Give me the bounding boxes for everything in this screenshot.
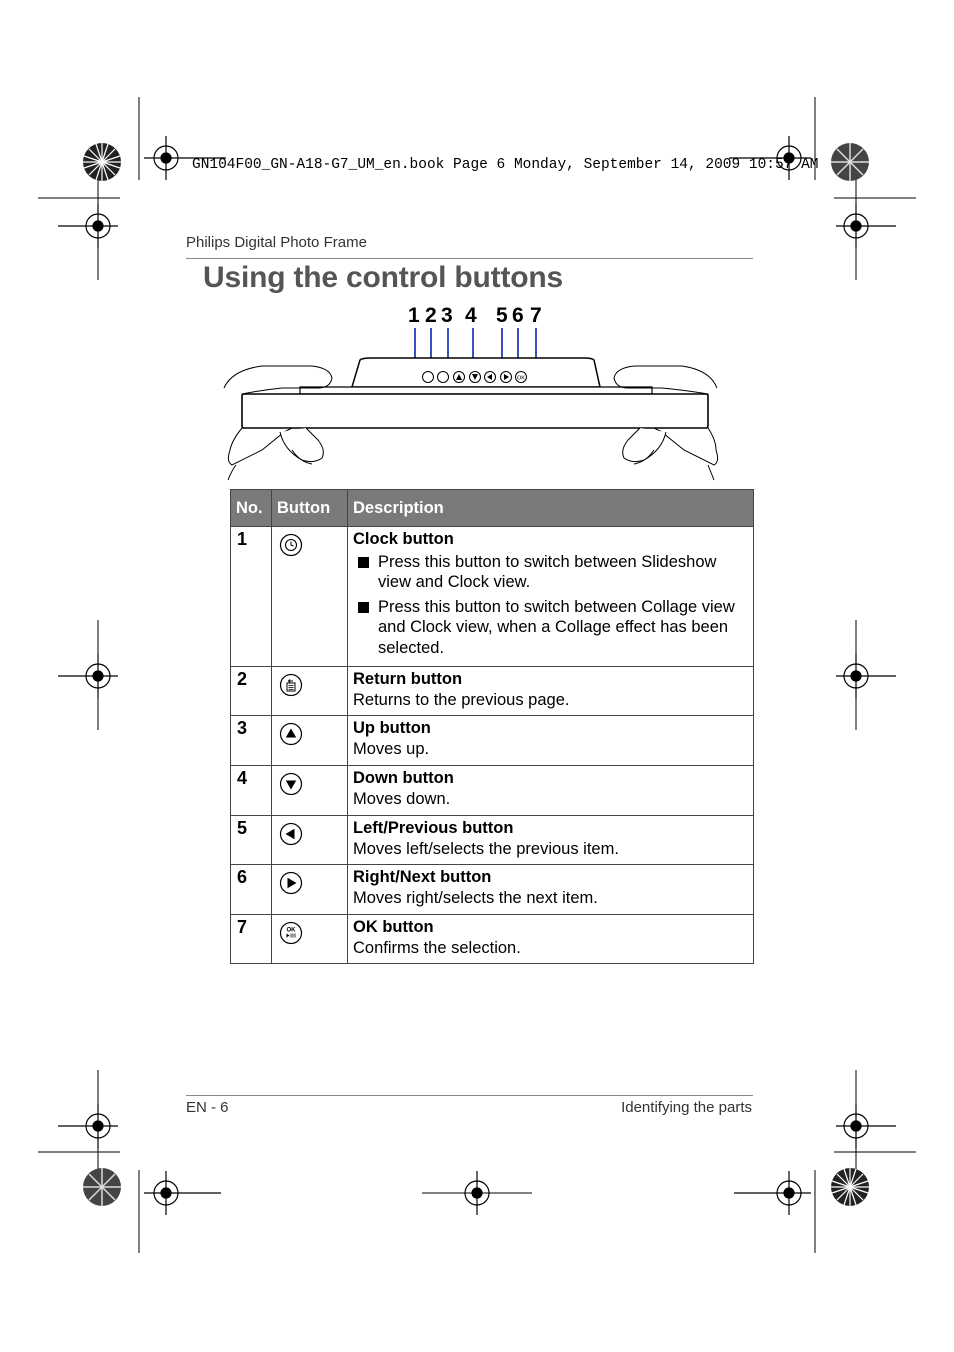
photo-frame-illustration bbox=[222, 300, 722, 485]
callout-7: 7 bbox=[530, 304, 542, 327]
callout-3: 3 bbox=[441, 304, 453, 327]
table-row bbox=[231, 915, 754, 964]
up-arrow-icon bbox=[279, 722, 303, 746]
bullet-list bbox=[353, 552, 748, 659]
button-description: Moves up. bbox=[353, 739, 430, 758]
button-description: Moves right/selects the next item. bbox=[353, 888, 598, 907]
table-row bbox=[231, 716, 754, 766]
callout-6: 6 bbox=[512, 304, 524, 327]
button-title: Right/Next button bbox=[353, 868, 492, 886]
return-icon bbox=[279, 673, 303, 697]
control-buttons-table bbox=[230, 489, 754, 964]
button-description: Returns to the previous page. bbox=[353, 690, 570, 709]
callout-4: 4 bbox=[465, 304, 477, 327]
page-number: EN - 6 bbox=[186, 1099, 229, 1116]
bullet-square-icon bbox=[358, 602, 369, 613]
table-row bbox=[231, 527, 754, 667]
list-item: Press this button to switch between Collage view and Clock view, when a Collage effect has been selected. bbox=[353, 597, 748, 659]
right-arrow-icon bbox=[279, 871, 303, 895]
clock-icon bbox=[279, 533, 303, 557]
button-description: Confirms the selection. bbox=[353, 938, 521, 957]
table-header-row bbox=[231, 490, 754, 527]
callout-5: 5 bbox=[496, 304, 508, 327]
table-row bbox=[231, 865, 754, 915]
row-number: 5 bbox=[231, 816, 272, 865]
row-number: 3 bbox=[231, 716, 272, 766]
ok-play-icon bbox=[279, 921, 303, 945]
down-arrow-icon bbox=[279, 772, 303, 796]
running-header: Philips Digital Photo Frame bbox=[186, 234, 367, 251]
diagram-ok-label: OK bbox=[517, 375, 525, 382]
left-arrow-icon bbox=[279, 822, 303, 846]
table-row bbox=[231, 766, 754, 816]
button-title: Down button bbox=[353, 769, 454, 787]
row-number: 4 bbox=[231, 766, 272, 816]
svg-text:OK: OK bbox=[286, 927, 296, 934]
col-header-description: Description bbox=[348, 490, 754, 527]
col-header-no: No. bbox=[231, 490, 272, 527]
footer-rule bbox=[186, 1095, 753, 1096]
running-footer-section: Identifying the parts bbox=[621, 1099, 752, 1116]
table-row bbox=[231, 816, 754, 865]
print-slug: GN104F00_GN-A18-G7_UM_en.book Page 6 Monday, September 14, 2009 10:57 AM bbox=[192, 157, 819, 173]
table-row bbox=[231, 667, 754, 716]
page-title: Using the control buttons bbox=[203, 261, 563, 294]
button-description: Moves left/selects the previous item. bbox=[353, 839, 619, 858]
callout-1: 1 bbox=[408, 304, 420, 327]
list-item: Press this button to switch between Slideshow view and Clock view. bbox=[353, 552, 748, 593]
row-number: 7 bbox=[231, 915, 272, 964]
row-number: 2 bbox=[231, 667, 272, 716]
bullet-square-icon bbox=[358, 557, 369, 568]
button-title: OK button bbox=[353, 918, 434, 936]
button-description: Moves down. bbox=[353, 789, 451, 808]
header-rule bbox=[186, 258, 753, 259]
button-title: Return button bbox=[353, 670, 463, 688]
button-title: Clock button bbox=[353, 530, 454, 548]
row-number: 6 bbox=[231, 865, 272, 915]
button-title: Up button bbox=[353, 719, 431, 737]
col-header-button: Button bbox=[272, 490, 348, 527]
button-title: Left/Previous button bbox=[353, 819, 514, 837]
callout-2: 2 bbox=[425, 304, 437, 327]
row-number: 1 bbox=[231, 527, 272, 667]
